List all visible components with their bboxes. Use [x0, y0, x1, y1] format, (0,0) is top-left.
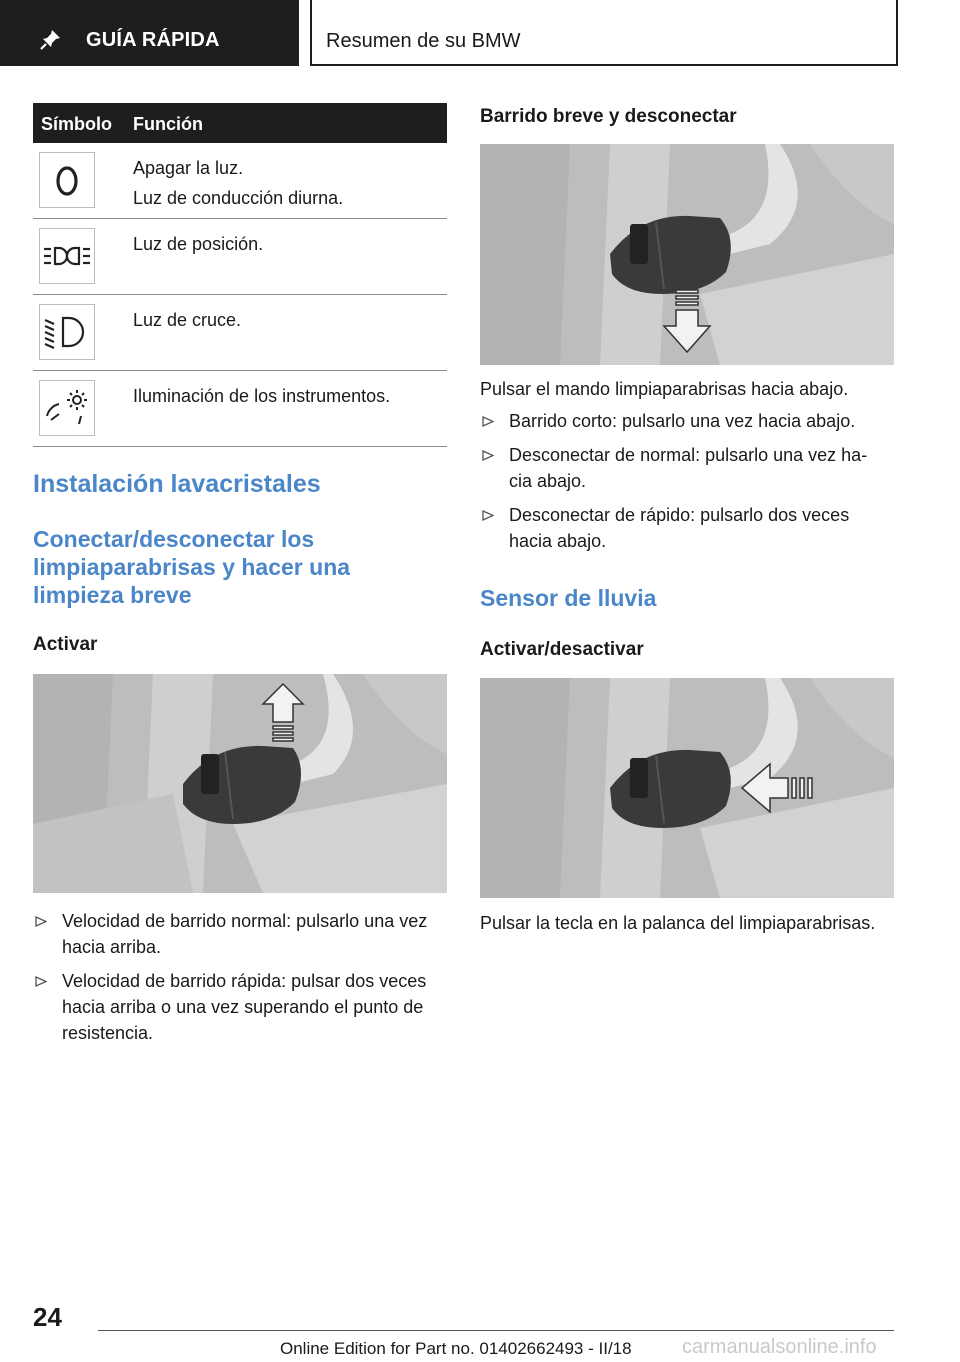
bullet-line: Barrido corto: pulsarlo una vez hacia abajo.: [509, 411, 856, 431]
right-bullet-list: [480, 408, 894, 562]
list-item: [480, 442, 894, 494]
parking-light-icon: [39, 228, 95, 284]
activate-heading: Activar: [33, 634, 98, 655]
page-number: 24: [33, 1302, 62, 1332]
function-text: Luz de posición.: [133, 234, 264, 254]
pin-icon: [40, 28, 62, 50]
rain-sensor-subheading: Activar/desactivar: [480, 639, 644, 660]
col-symbol: Símbolo: [41, 114, 112, 134]
col-function: Función: [133, 114, 203, 134]
function-text: Iluminación de los instrumentos.: [133, 386, 391, 406]
list-item: [33, 968, 447, 1046]
list-item: [480, 502, 894, 554]
triangle-bullet-icon: [482, 450, 494, 461]
rain-sensor-heading: Sensor de lluvia: [480, 585, 657, 611]
low-beam-icon: [39, 304, 95, 360]
wiper-lever-down-photo: [480, 144, 894, 365]
bullet-line: Velocidad de barrido rápida: pulsar dos veces: [62, 971, 427, 991]
symbol-table: [33, 103, 447, 447]
chapter-tab: [310, 0, 898, 66]
table-row: [33, 295, 447, 371]
table-row: [33, 219, 447, 295]
light-off-icon: [39, 152, 95, 208]
bullet-line: Velocidad de barrido normal: pulsarlo una vez: [62, 911, 428, 931]
footer-edition: Online Edition for Part no. 01402662493 - II/18: [280, 1339, 632, 1358]
triangle-bullet-icon: [482, 510, 494, 521]
subheading-line: limpiaparabrisas y hacer una: [33, 554, 351, 580]
table-row: [33, 371, 447, 447]
instrument-lighting-icon: [39, 380, 95, 436]
triangle-bullet-icon: [35, 976, 47, 987]
function-text: Apagar la luz.: [133, 158, 244, 178]
function-text: Luz de conducción diurna.: [133, 188, 344, 208]
triangle-bullet-icon: [482, 416, 494, 427]
bullet-line: resistencia.: [62, 1023, 154, 1043]
bullet-line: hacia arriba o una vez superando el punto de: [62, 997, 424, 1017]
bullet-line: Desconectar de rápido: pulsarlo dos veces: [509, 505, 850, 525]
footer-divider: [98, 1330, 894, 1331]
section-tab: [0, 0, 299, 66]
function-text: Luz de cruce.: [133, 310, 242, 330]
bullet-line: hacia abajo.: [509, 531, 607, 551]
caption-lever-down: Pulsar el mando limpiaparabrisas hacia abajo.: [480, 379, 849, 399]
subheading-line: Conectar/desconectar los: [33, 526, 315, 552]
table-header: [33, 103, 447, 143]
wiper-lever-up-photo: [33, 674, 447, 893]
bullet-line: Desconectar de normal: pulsarlo una vez ha‐: [509, 445, 868, 465]
caption-rain-sensor: Pulsar la tecla en la palanca del limpiaparabrisas.: [480, 913, 876, 933]
brief-wipe-heading: Barrido breve y desconectar: [480, 106, 737, 127]
list-item: [480, 408, 894, 434]
section-title: GUÍA RÁPIDA: [86, 29, 220, 51]
list-item: [33, 908, 447, 960]
bullet-line: cia abajo.: [509, 471, 587, 491]
section-heading: Instalación lavacristales: [33, 470, 321, 498]
subheading-line: limpieza breve: [33, 582, 192, 608]
subsection-heading: [33, 525, 350, 609]
table-row: [33, 143, 447, 219]
chapter-title: Resumen de su BMW: [326, 30, 521, 52]
watermark: carmanualsonline.info: [682, 1336, 877, 1358]
bullet-line: hacia arriba.: [62, 937, 162, 957]
wiper-button-photo: [480, 678, 894, 898]
left-bullet-list: [33, 908, 447, 1054]
triangle-bullet-icon: [35, 916, 47, 927]
